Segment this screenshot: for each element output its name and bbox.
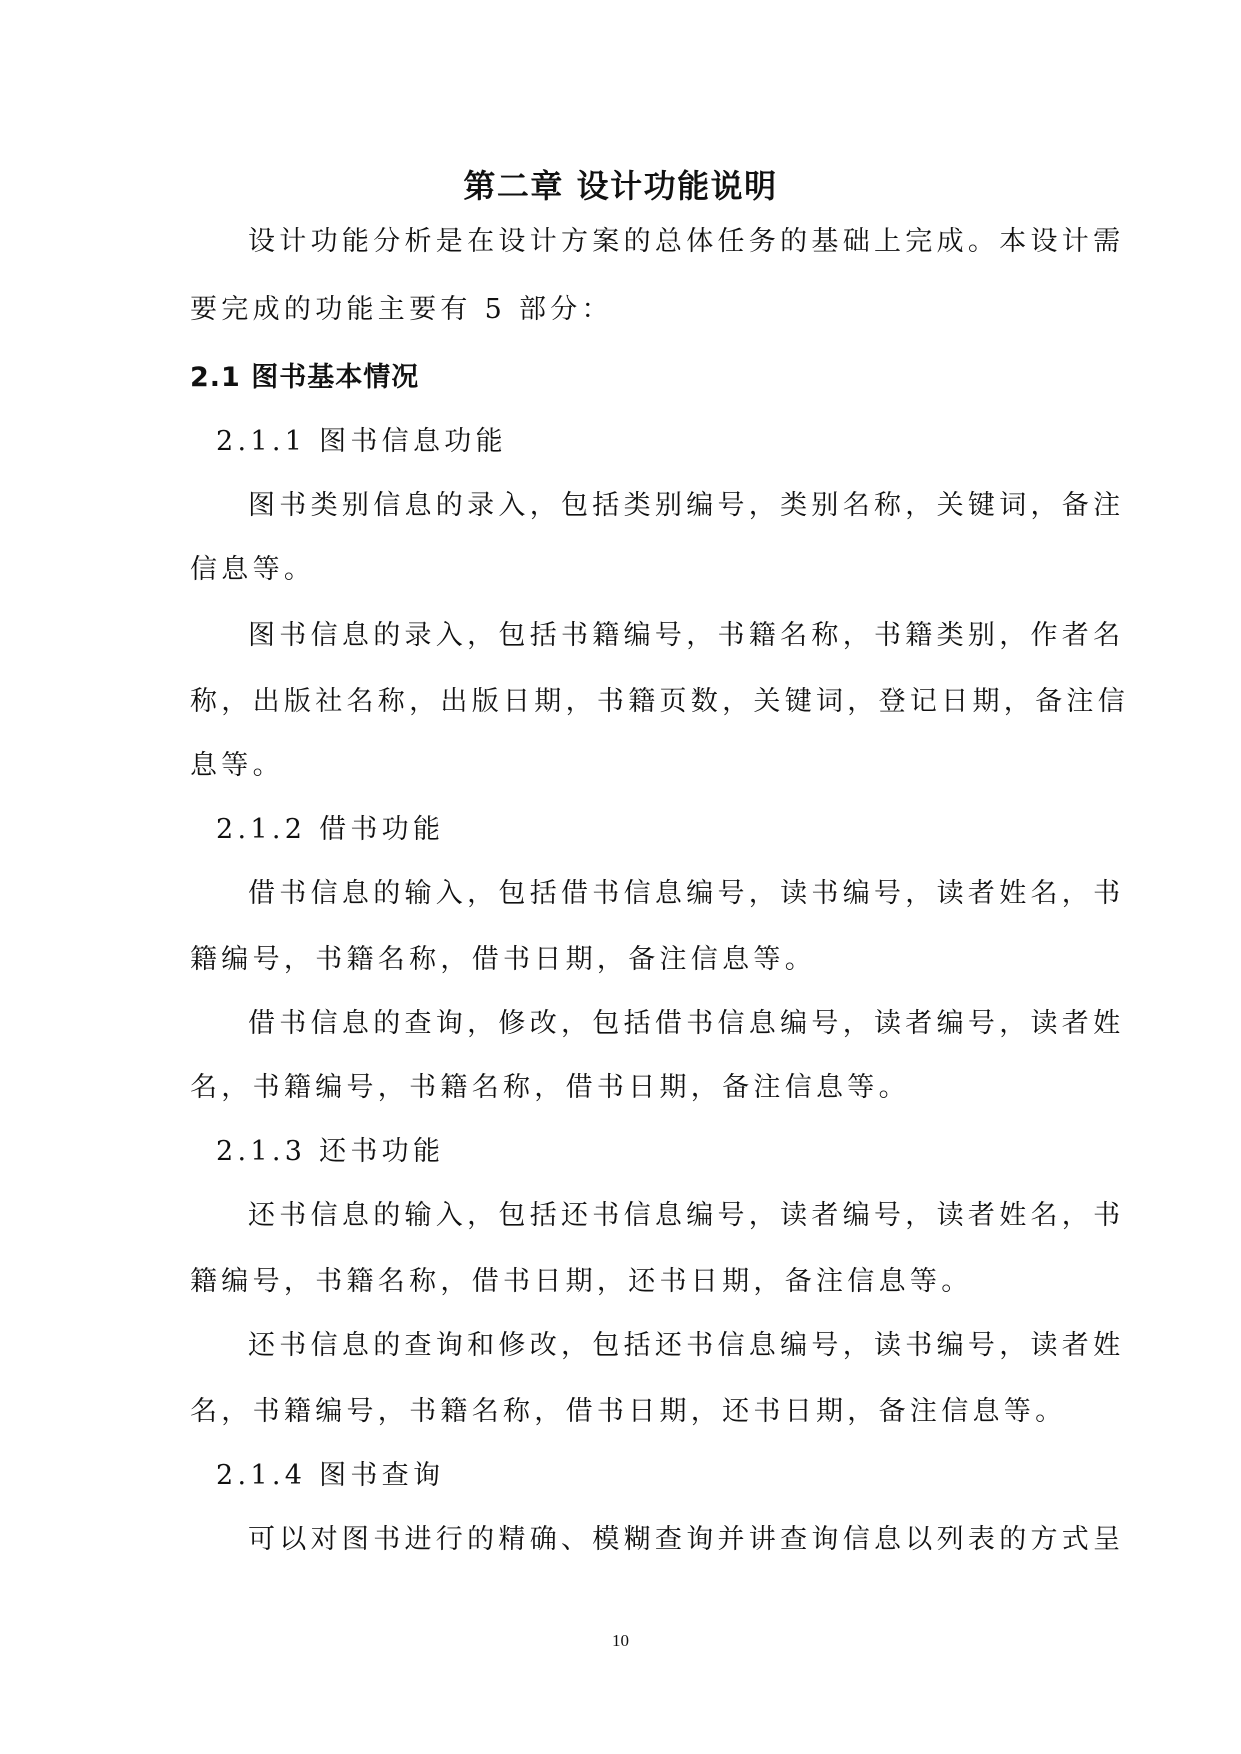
paragraph-line: 名，书籍编号，书籍名称，借书日期，备注信息等。 [190, 1072, 910, 1103]
subsection-heading-2-1-1: 2.1.1 图书信息功能 [216, 426, 507, 457]
intro-line-2: 要完成的功能主要有 5 部分： [190, 294, 613, 325]
intro-line-1: 设计功能分析是在设计方案的总体任务的基础上完成。本设计需 [248, 226, 1125, 257]
paragraph-line: 还书信息的输入，包括还书信息编号，读者编号，读者姓名，书 [248, 1200, 1125, 1231]
chapter-title: 第二章 设计功能说明 [463, 167, 778, 205]
paragraph-line: 可以对图书进行的精确、模糊查询并讲查询信息以列表的方式呈 [248, 1524, 1125, 1555]
paragraph-line: 信息等。 [190, 554, 316, 585]
paragraph-line: 名，书籍编号，书籍名称，借书日期，还书日期，备注信息等。 [190, 1396, 1067, 1427]
paragraph-line: 称，出版社名称，出版日期，书籍页数，关键词，登记日期，备注信 [190, 686, 1129, 717]
paragraph-line: 图书信息的录入，包括书籍编号，书籍名称，书籍类别，作者名 [248, 620, 1125, 651]
section-heading-2-1: 2.1 图书基本情况 [190, 362, 420, 393]
subsection-heading-2-1-3: 2.1.3 还书功能 [216, 1136, 445, 1167]
paragraph-line: 借书信息的查询，修改，包括借书信息编号，读者编号，读者姓 [248, 1008, 1125, 1039]
paragraph-line: 息等。 [190, 750, 284, 781]
subsection-heading-2-1-2: 2.1.2 借书功能 [216, 814, 445, 845]
paragraph-line: 还书信息的查询和修改，包括还书信息编号，读书编号，读者姓 [248, 1330, 1125, 1361]
page-number: 10 [612, 1631, 629, 1650]
paragraph-line: 籍编号，书籍名称，借书日期，还书日期，备注信息等。 [190, 1266, 973, 1297]
paragraph-line: 籍编号，书籍名称，借书日期，备注信息等。 [190, 944, 816, 975]
paragraph-line: 图书类别信息的录入，包括类别编号，类别名称，关键词，备注 [248, 490, 1125, 521]
paragraph-line: 借书信息的输入，包括借书信息编号，读书编号，读者姓名，书 [248, 878, 1125, 909]
subsection-heading-2-1-4: 2.1.4 图书查询 [216, 1460, 445, 1491]
